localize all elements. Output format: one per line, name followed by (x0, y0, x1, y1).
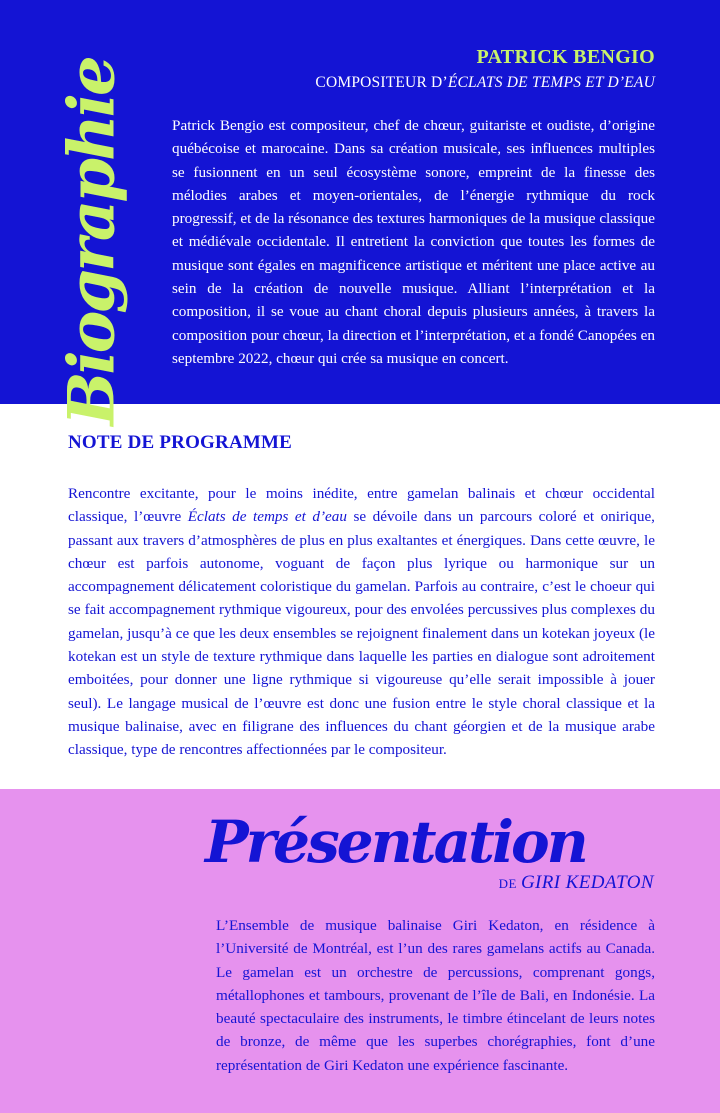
presentation-text: L’Ensemble de musique balinaise Giri Kedaton, en résidence à l’Université de Montréal, est l’un des rares gamelans actifs au Canada. Le gamelan est un orchestre de percussions, comprenant gongs, métallophones et tambours, provenant de l’île de Bali, en Indonésie. La beauté spectaculaire des instruments, le timbre étincelant de leurs notes de bronze, de même que les superbes chorégraphies, font d’une représentation de Giri Kedaton une expérience fascinante. (216, 917, 655, 1074)
program-note-work-title: Éclats de temps et d’eau (187, 508, 347, 526)
composer-role-prefix: COMPOSITEUR D’ (315, 74, 448, 91)
composer-role (315, 74, 655, 92)
composer-role-work: ÉCLATS DE TEMPS ET D’EAU (447, 74, 655, 91)
presentation-ensemble-name: GIRI KEDATON (520, 872, 654, 893)
program-note-text-after: se dévoile dans un parcours coloré et onirique, passant aux travers d’atmosphères de plus en plus exaltantes et énergiques. Dans cette œuvre, le chœur est parfois autonome, voguant de façon plus lyrique ou harmonique sur un accompagnement délicatement coloristique du gamelan. Parfois au contraire, c’est le choeur qui se fait accompagnement rythmique vigoureux, pour des envolées percussives plus complexes du gamelan, jusqu’à ce que les deux ensembles se rejoignent finalement dans un kotekan joyeux (le kotekan est un style de texture rythmique dans laquelle les parties en dialogue sont adroitement emboitées, pour donner une ligne rythmique si vigoureuse qu’elle serait impossible à jouer seul). Le langage musical de l’œuvre est donc une fusion entre le style choral classique et la musique balinaise, avec en filigrane des influences du chant géorgien et de la musique arabe classique, type de rencontres affectionnées par le compositeur. (68, 508, 655, 759)
program-note-text-before: Rencontre excitante, pour le moins inédite, entre gamelan balinais et chœur occidental classique, l’œuvre (68, 485, 655, 526)
presentation-script-title: Présentation (205, 808, 586, 876)
presentation-sub-de: DE (498, 876, 517, 891)
program-note-title: NOTE DE PROGRAMME (68, 432, 293, 453)
biography-text: Patrick Bengio est compositeur, chef de chœur, guitariste et oudiste, d’origine québécoise et marocaine. Dans sa création musicale, ses influences multiples se fusionnent en un seul écosystème sonore, empreint de la finesse des mélodies arabes et moyen-orientales, de l’énergie rythmique du rock progressif, et de la résonance des textures harmoniques de la musique classique et médiévale occidentale. Il entretient la conviction que toutes les formes de musique sont égales en magnificence artistique et méritent une place active au sein de la création de nouvelle musique. Alliant l’interprétation et la composition, il se voue au chant choral depuis plusieurs années, à travers la composition pour chœur, la direction et l’interprétation, et a fondé Canopées en septembre 2022, chœur qui crée sa musique en concert. (172, 117, 655, 367)
presentation-subtitle (499, 872, 654, 894)
biography-script-title: Biographie (54, 58, 130, 426)
program-note-text (68, 482, 655, 762)
composer-name: PATRICK BENGIO (476, 46, 655, 68)
